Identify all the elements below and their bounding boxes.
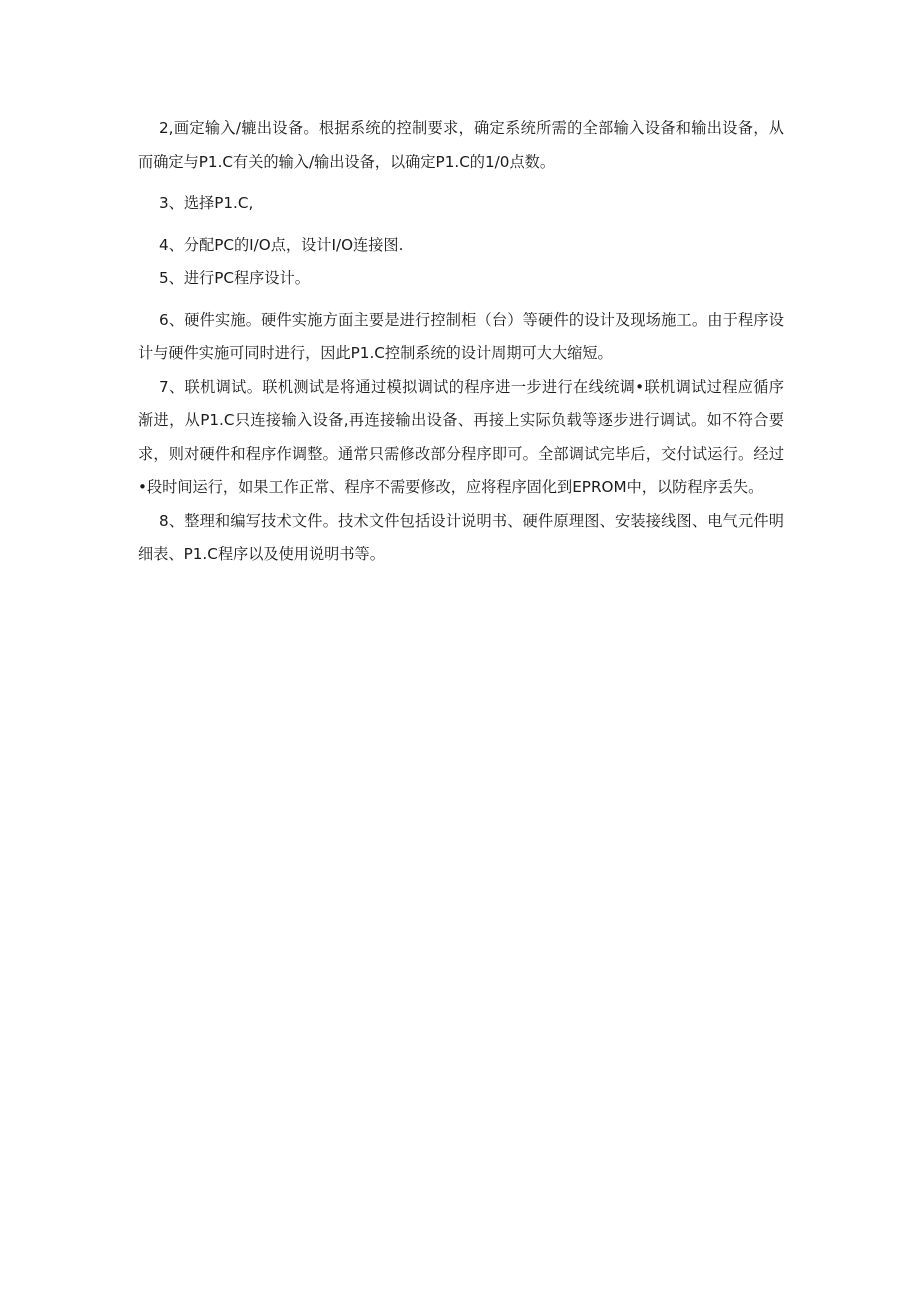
paragraph-step-5: 5、进行PC程序设计。: [159, 269, 310, 287]
paragraph-step-7: 7、联机调试。联机测试是将通过模拟调试的程序进一步进行在线统调•联机调试过程应循序渐进，从P1.C只连接输入设备,再连接输出设备、再接上实际负载等逐步进行调试。如不符合要求，则对硬件和程序作调整。通常只需修改部分程序即可。全部调试完毕后，交付试运行。经过•段时间运行，如果工作正常、程序不需要修改，应将程序固化到EPROM中，以防程序丢失。: [138, 377, 784, 496]
paragraph-gap: [138, 179, 784, 187]
paragraph-gap: [138, 221, 784, 229]
paragraph-step-2: 2,画定输入/辘出设备。根据系统的控制要求，确定系统所需的全部输入设备和输出设备，从而确定与P1.C有关的输入/输出设备，以确定P1.C的1/0点数。: [138, 119, 784, 171]
paragraph-gap: [138, 296, 784, 304]
document-body: [138, 112, 784, 572]
paragraph-step-6: 6、硬件实施。硬件实施方面主要是进行控制柜（台）等硬件的设计及现场施工。由于程序设计与硬件实施可同时进行，因此P1.C控制系统的设计周期可大大缩短。: [138, 310, 784, 362]
paragraph-step-4: 4、分配PC的I/O点，设计I/O连接图.: [159, 235, 404, 254]
paragraph-step-3: 3、选择P1.C,: [159, 194, 254, 212]
paragraph-step-8: 8、整理和编写技术文件。技术文件包括设计说明书、硬件原理图、安装接线图、电气元件明细表、P1.C程序以及使用说明书等。: [138, 511, 784, 563]
